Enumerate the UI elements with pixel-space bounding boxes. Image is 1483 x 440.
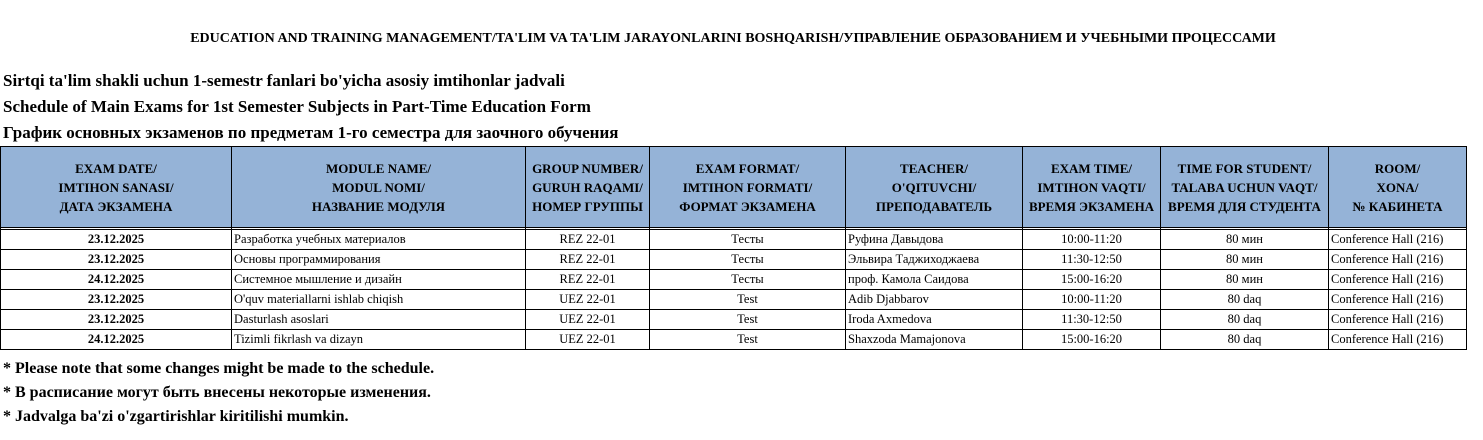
cell-group: REZ 22-01 bbox=[526, 270, 650, 290]
cell-format: Тесты bbox=[650, 230, 846, 250]
table-row bbox=[1, 250, 1467, 270]
cell-exam-time: 15:00-16:20 bbox=[1023, 270, 1161, 290]
subtitle-english: Schedule of Main Exams for 1st Semester Subjects in Part-Time Education Form bbox=[3, 97, 591, 116]
cell-exam-time: 10:00-11:20 bbox=[1023, 230, 1161, 250]
header-group-number: GROUP NUMBER/ GURUH RAQAMI/ НОМЕР ГРУППЫ bbox=[526, 147, 650, 228]
cell-exam-time: 11:30-12:50 bbox=[1023, 250, 1161, 270]
cell-teacher: Руфина Давыдова bbox=[846, 230, 1023, 250]
header-room: ROOM/ XONA/ № КАБИНЕТА bbox=[1329, 147, 1467, 228]
cell-teacher: Эльвира Таджиходжаева bbox=[846, 250, 1023, 270]
cell-format: Тесты bbox=[650, 270, 846, 290]
cell-date: 23.12.2025 bbox=[1, 250, 232, 270]
cell-module: Dasturlash asoslari bbox=[232, 310, 526, 330]
cell-room: Conference Hall (216) bbox=[1329, 250, 1467, 270]
cell-date: 24.12.2025 bbox=[1, 330, 232, 350]
cell-format: Test bbox=[650, 310, 846, 330]
cell-teacher: Shaxzoda Mamajonova bbox=[846, 330, 1023, 350]
note-uzbek: * Jadvalga ba'zi o'zgartirishlar kiritilishi mumkin. bbox=[3, 408, 349, 425]
header-exam-time: EXAM TIME/ IMTIHON VAQTI/ ВРЕМЯ ЭКЗАМЕНА bbox=[1023, 147, 1161, 228]
note-russian: * В расписание могут быть внесены некоторые изменения. bbox=[3, 384, 431, 401]
cell-format: Test bbox=[650, 290, 846, 310]
cell-student-time: 80 daq bbox=[1161, 310, 1329, 330]
table-row bbox=[1, 290, 1467, 310]
cell-module: Основы программирования bbox=[232, 250, 526, 270]
cell-room: Conference Hall (216) bbox=[1329, 270, 1467, 290]
cell-module: Tizimli fikrlash va dizayn bbox=[232, 330, 526, 350]
cell-group: UEZ 22-01 bbox=[526, 310, 650, 330]
cell-group: REZ 22-01 bbox=[526, 230, 650, 250]
note-english: * Please note that some changes might be made to the schedule. bbox=[3, 360, 435, 377]
header-exam-format: EXAM FORMAT/ IMTIHON FORMATI/ ФОРМАТ ЭКЗАМЕНА bbox=[650, 147, 846, 228]
cell-room: Conference Hall (216) bbox=[1329, 330, 1467, 350]
cell-teacher: проф. Камола Саидова bbox=[846, 270, 1023, 290]
cell-module: Системное мышление и дизайн bbox=[232, 270, 526, 290]
header-teacher: TEACHER/ O'QITUVCHI/ ПРЕПОДАВАТЕЛЬ bbox=[846, 147, 1023, 228]
header-module-name: MODULE NAME/ MODUL NOMI/ НАЗВАНИЕ МОДУЛЯ bbox=[232, 147, 526, 228]
cell-teacher: Iroda Axmedova bbox=[846, 310, 1023, 330]
exam-schedule-table bbox=[0, 146, 1467, 350]
cell-format: Test bbox=[650, 330, 846, 350]
header-exam-date: EXAM DATE/ IMTIHON SANASI/ ДАТА ЭКЗАМЕНА bbox=[1, 147, 232, 228]
cell-student-time: 80 мин bbox=[1161, 270, 1329, 290]
table-row bbox=[1, 330, 1467, 350]
cell-student-time: 80 daq bbox=[1161, 290, 1329, 310]
cell-student-time: 80 daq bbox=[1161, 330, 1329, 350]
table-row bbox=[1, 230, 1467, 250]
cell-student-time: 80 мин bbox=[1161, 230, 1329, 250]
cell-format: Тесты bbox=[650, 250, 846, 270]
page-header: EDUCATION AND TRAINING MANAGEMENT/TA'LIM VA TA'LIM JARAYONLARINI BOSHQARISH/УПРАВЛЕНИЕ ОБРАЗОВАНИЕМ И УЧЕБНЫМИ ПРОЦЕССАМИ bbox=[190, 31, 1276, 46]
table-header-row bbox=[1, 147, 1467, 228]
cell-module: Разработка учебных материалов bbox=[232, 230, 526, 250]
header-student-time: TIME FOR STUDENT/ TALABA UCHUN VAQT/ ВРЕМЯ ДЛЯ СТУДЕНТА bbox=[1161, 147, 1329, 228]
cell-room: Conference Hall (216) bbox=[1329, 230, 1467, 250]
cell-group: REZ 22-01 bbox=[526, 250, 650, 270]
cell-teacher: Adib Djabbarov bbox=[846, 290, 1023, 310]
table-row bbox=[1, 310, 1467, 330]
cell-exam-time: 15:00-16:20 bbox=[1023, 330, 1161, 350]
subtitle-uzbek: Sirtqi ta'lim shakli uchun 1-semestr fanlari bo'yicha asosiy imtihonlar jadvali bbox=[3, 71, 565, 90]
cell-date: 24.12.2025 bbox=[1, 270, 232, 290]
cell-exam-time: 10:00-11:20 bbox=[1023, 290, 1161, 310]
table-row bbox=[1, 270, 1467, 290]
cell-group: UEZ 22-01 bbox=[526, 330, 650, 350]
subtitle-russian: График основных экзаменов по предметам 1-го семестра для заочного обучения bbox=[3, 123, 619, 142]
cell-module: O'quv materiallarni ishlab chiqish bbox=[232, 290, 526, 310]
cell-room: Conference Hall (216) bbox=[1329, 310, 1467, 330]
cell-student-time: 80 мин bbox=[1161, 250, 1329, 270]
cell-date: 23.12.2025 bbox=[1, 310, 232, 330]
cell-room: Conference Hall (216) bbox=[1329, 290, 1467, 310]
cell-date: 23.12.2025 bbox=[1, 290, 232, 310]
cell-exam-time: 11:30-12:50 bbox=[1023, 310, 1161, 330]
cell-group: UEZ 22-01 bbox=[526, 290, 650, 310]
cell-date: 23.12.2025 bbox=[1, 230, 232, 250]
